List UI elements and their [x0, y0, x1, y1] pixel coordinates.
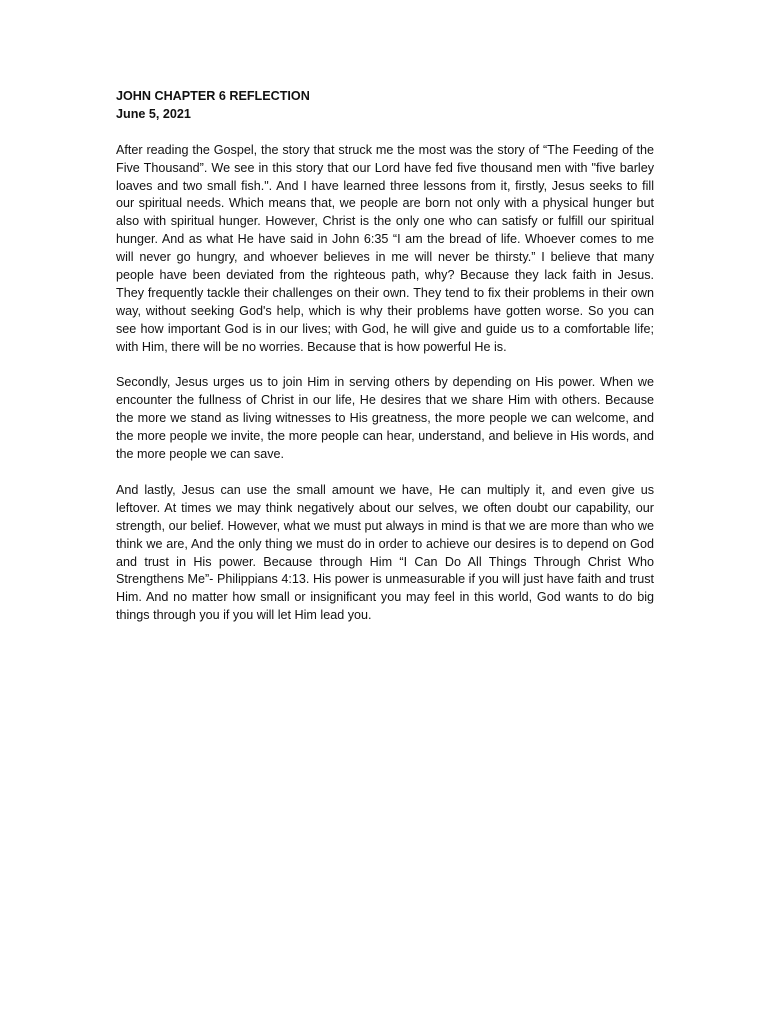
paragraph-first: After reading the Gospel, the story that struck me the most was the story of “The Feeding of the Five Thousand”. We see in this story that our Lord have fed five thousand men with "five barley loaves and two small fish.". And I have learned three lessons from it, firstly, Jesus seeks to fill our spiritual needs. Which means that, we people are born not only with a physical hunger but also with spiritual hunger. However, Christ is the only one who can satisfy or fulfill our spiritual hunger. And as what He have said in John 6:35 “I am the bread of life. Whoever comes to me will never go hungry, and whoever believes in me will never be thirsty.” I believe that many people have been deviated from the righteous path, why? Because they lack faith in Jesus. They frequently tackle their challenges on their own. They tend to fix their problems in their own way, without seeking God's help, which is why their problems have gotten worse. So you can see how important God is in our lives; with God, he will give and guide us to a comfortable life; with Him, there will be no worries. Because that is how powerful He is.	[116, 142, 654, 354]
document-page	[116, 88, 654, 625]
document-date: June 5, 2021	[116, 106, 191, 121]
paragraph-third: And lastly, Jesus can use the small amount we have, He can multiply it, and even give us leftover. At times we may think negatively about our selves, we often doubt our capability, our strength, our belief. However, what we must put always in mind is that we are more than who we think we are, And the only thing we must do in order to achieve our desires is to depend on God and trust in His power. Because through Him “I Can Do All Things Through Christ Who Strengthens Me”- Philippians 4:13. His power is unmeasurable if you will just have faith and trust Him. And no matter how small or insignificant you may feel in this world, God wants to do big things through you if you will let Him lead you.	[116, 482, 654, 623]
paragraph-second: Secondly, Jesus urges us to join Him in serving others by depending on His power. When we encounter the fullness of Christ in our life, He desires that we share Him with others. Because the more we stand as living witnesses to His greatness, the more people we can welcome, and the more people we invite, the more people can hear, understand, and believe in His words, and the more people we can save.	[116, 375, 654, 462]
document-title: JOHN CHAPTER 6 REFLECTION	[116, 89, 310, 103]
